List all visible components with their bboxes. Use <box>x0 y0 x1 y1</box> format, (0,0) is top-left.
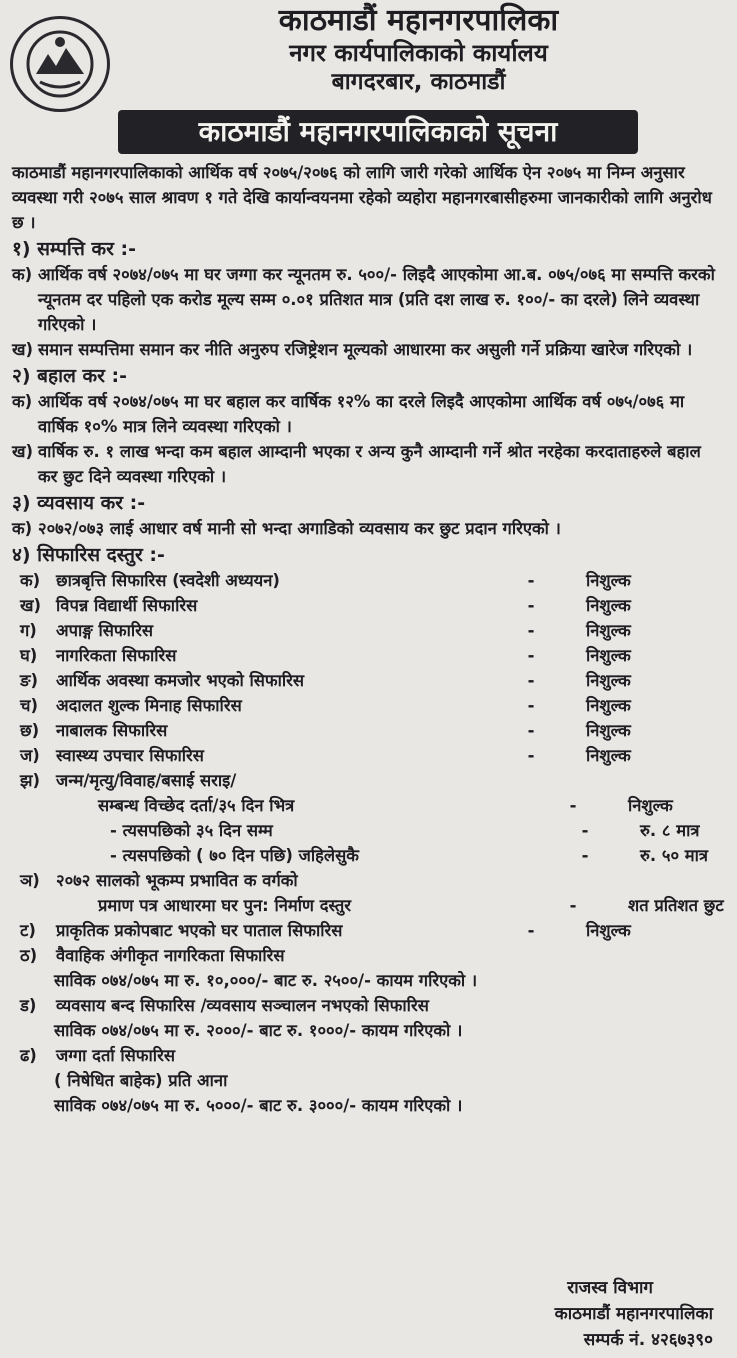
item-text: प्रमाण पत्र आधारमा घर पुन: निर्माण दस्तुर <box>98 896 352 915</box>
item-text: विपन्न विद्यार्थी सिफारिस <box>56 596 198 615</box>
intro-paragraph: काठमाडौं महानगरपालिकाको आर्थिक वर्ष २०७५/२०७६ को लागि जारी गरेको आर्थिक ऐन २०७५ मा निम्न अनुसार व्यवस्था गरी २०७५ साल श्रावण १ गते देखि कार्यान्वयनमा रहेको व्यहोरा महानगरबासीहरुमा जानकारीको लागि अनुरोध छ । <box>12 163 712 232</box>
item-text: - त्यसपछिको ३५ दिन सम्म <box>110 821 273 840</box>
item-text: २०७२/०७३ लाई आधार वर्ष मानी सो भन्दा अगाडिको व्यवसाय कर छुट प्रदान गरिएको । <box>38 519 561 538</box>
item-text: आर्थिक अवस्था कमजोर भएको सिफारिस <box>56 671 305 690</box>
item-label: क) <box>12 265 33 284</box>
fee-note: साविक ०७४/०७५ मा रु. २०००/- बाट रु. १०००/- कायम गरिएको । <box>54 1021 463 1040</box>
fee-row <box>12 818 725 843</box>
item-label: क) <box>20 571 41 590</box>
item-label: झ) <box>20 771 41 790</box>
fee-value: निशुल्क <box>586 671 631 690</box>
list-item <box>12 439 725 489</box>
item-label: छ) <box>20 721 40 740</box>
fee-row <box>12 843 725 868</box>
fee-list <box>12 568 725 768</box>
fee-row <box>12 768 725 793</box>
fee-value: निशुल्क <box>586 646 631 665</box>
fee-dash: - <box>581 846 589 865</box>
item-label: ञ) <box>20 871 40 890</box>
fee-dash: - <box>527 596 535 615</box>
fee-value: निशुल्क <box>586 721 631 740</box>
fee-row <box>12 1043 725 1068</box>
fee-row <box>12 643 725 668</box>
item-label: ख) <box>12 442 34 461</box>
fee-dash: - <box>527 621 535 640</box>
fee-value: रु. ५० मात्र <box>640 846 709 865</box>
item-label: ट) <box>20 921 36 940</box>
fee-row <box>12 793 725 818</box>
fee-value: रु. ८ मात्र <box>640 821 700 840</box>
item-text: वार्षिक रु. १ लाख भन्दा कम बहाल आम्दानी भएका र अन्य कुनै आम्दानी गर्ने श्रोत नरहेका करदाताहरुले बहाल कर छुट दिने व्यवस्था गरिएको । <box>38 442 701 486</box>
fee-dash: - <box>527 571 535 590</box>
list-item <box>12 262 725 337</box>
department-name: राजस्व विभाग <box>567 1278 653 1298</box>
fee-row <box>12 993 725 1018</box>
item-label: ढ) <box>20 1046 37 1065</box>
nepal-emblem-icon <box>10 16 110 112</box>
item-text: सम्बन्ध विच्छेद दर्ता/३५ दिन भित्र <box>98 796 295 815</box>
fee-dash: - <box>527 646 535 665</box>
notice-body <box>12 160 725 1118</box>
fee-row <box>12 718 725 743</box>
fee-row <box>12 618 725 643</box>
org-name: काठमाडौं महानगरपालिका <box>278 3 559 38</box>
fee-dash: - <box>581 821 589 840</box>
signature-block <box>555 1275 713 1353</box>
item-text: प्राकृतिक प्रकोपबाट भएको घर पाताल सिफारिस <box>56 921 343 940</box>
fee-dash: - <box>569 796 577 815</box>
item-label: क) <box>12 519 33 538</box>
fee-row <box>12 893 725 918</box>
item-label: ड) <box>20 996 37 1015</box>
item-text: अदालत शुल्क मिनाह सिफारिस <box>56 696 242 715</box>
section-property-tax-title: १) सम्पत्ति कर :- <box>12 238 137 260</box>
item-text: अपाङ्ग सिफारिस <box>56 621 154 640</box>
fee-row <box>12 593 725 618</box>
item-text: आर्थिक वर्ष २०७४/०७५ मा घर बहाल कर वार्षिक १२% का दरले लिइदै आएकोमा आर्थिक वर्ष ०७५/०७६ मा वार्षिक १०% मात्र लिने व्यवस्था गरिएको । <box>38 392 685 436</box>
fee-dash: - <box>569 896 577 915</box>
item-label: ङ) <box>20 671 39 690</box>
fee-row <box>12 568 725 593</box>
item-label: ज) <box>20 746 40 765</box>
fee-row <box>12 868 725 893</box>
fee-row <box>12 943 725 968</box>
fee-dash: - <box>527 671 535 690</box>
item-text: वैवाहिक अंगीकृत नागरिकता सिफारिस <box>56 946 285 965</box>
list-item <box>12 337 725 362</box>
item-label: ठ) <box>20 946 38 965</box>
item-text: नागरिकता सिफारिस <box>56 646 177 665</box>
item-text: आर्थिक वर्ष २०७४/०७५ मा घर जग्गा कर न्यूनतम रु. ५००/- लिइदै आएकोमा आ.ब. ०७५/०७६ मा सम्पत्ति करको न्यूनतम दर पहिलो एक करोड मूल्य सम्म ०.०१ प्रतिशत मात्र (प्रति दश लाख रु. १००/- का दरले) लिने व्यवस्था गरिएको । <box>38 265 715 334</box>
fee-value: निशुल्क <box>586 596 631 615</box>
item-label: घ) <box>20 646 38 665</box>
item-label: ख) <box>12 340 34 359</box>
item-label: क) <box>12 392 33 411</box>
item-label: ख) <box>20 596 42 615</box>
section-business-tax-title: ३) व्यवसाय कर :- <box>12 492 146 514</box>
fee-note: साविक ०७४/०७५ मा रु. १०,०००/- बाट रु. २५००/- कायम गरिएको । <box>54 971 478 990</box>
item-text: समान सम्पत्तिमा समान कर नीति अनुरुप रजिष्ट्रेशन मूल्यको आधारमा कर असुली गर्ने प्रक्रिया खारेज गरिएको । <box>38 340 693 359</box>
section-recommendation-fee-title: ४) सिफारिस दस्तुर :- <box>12 544 165 566</box>
letterhead <box>120 4 717 96</box>
fee-value: निशुल्क <box>586 746 631 765</box>
fee-row <box>12 693 725 718</box>
item-label: च) <box>20 696 39 715</box>
item-text: जन्म/मृत्यु/विवाह/बसाई सराइ/ <box>56 771 237 790</box>
item-text: छात्रबृत्ति सिफारिस (स्वदेशी अध्ययन) <box>56 571 280 590</box>
fee-row <box>12 918 725 943</box>
item-text: व्यवसाय बन्द सिफारिस /व्यवसाय सञ्चालन नभएको सिफारिस <box>56 996 429 1015</box>
fee-note: ( निषेधित बाहेक) प्रति आना <box>54 1071 228 1090</box>
office-name: नगर कार्यपालिकाको कार्यालय <box>289 39 548 67</box>
notice-title-banner: काठमाडौं महानगरपालिकाको सूचना <box>118 110 638 154</box>
section-rent-tax-title: २) बहाल कर :- <box>12 365 127 387</box>
list-item <box>12 516 725 541</box>
footer-org-name: काठमाडौं महानगरपालिका <box>554 1304 713 1324</box>
fee-note: साविक ०७४/०७५ मा रु. ५०००/- बाट रु. ३०००/- कायम गरिएको । <box>54 1096 463 1115</box>
fee-dash: - <box>527 746 535 765</box>
item-label: ग) <box>20 621 37 640</box>
fee-row <box>12 743 725 768</box>
fee-value: शत प्रतिशत छुट <box>628 896 724 915</box>
item-text: - त्यसपछिको ( ७० दिन पछि) जहिलेसुकै <box>110 846 359 865</box>
office-address: बागदरबार, काठमाडौं <box>331 69 506 95</box>
item-text: नाबालक सिफारिस <box>56 721 168 740</box>
fee-value: निशुल्क <box>586 921 631 940</box>
list-item <box>12 389 725 439</box>
fee-value: निशुल्क <box>586 696 631 715</box>
item-text: जग्गा दर्ता सिफारिस <box>56 1046 175 1065</box>
fee-value: निशुल्क <box>628 796 673 815</box>
fee-value: निशुल्क <box>586 571 631 590</box>
fee-dash: - <box>527 696 535 715</box>
fee-row <box>12 668 725 693</box>
fee-dash: - <box>527 921 535 940</box>
fee-value: निशुल्क <box>586 621 631 640</box>
item-text: स्वास्थ्य उपचार सिफारिस <box>56 746 204 765</box>
contact-number: सम्पर्क नं. ४२६७३९० <box>583 1330 713 1350</box>
fee-dash: - <box>527 721 535 740</box>
item-text: २०७२ सालको भूकम्प प्रभावित क वर्गको <box>56 871 298 890</box>
